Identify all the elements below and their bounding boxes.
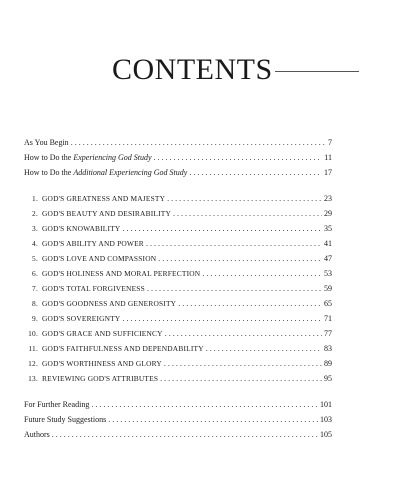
chapter-number: 13. — [28, 374, 38, 383]
toc-entry[interactable] — [24, 168, 332, 183]
chapter-page: 95 — [324, 374, 332, 383]
chapter-entry[interactable] — [24, 239, 332, 254]
chapter-page: 47 — [324, 254, 332, 263]
toc-entry[interactable] — [24, 138, 332, 153]
toc-entry-label: Authors — [24, 430, 50, 439]
chapter-list — [24, 194, 332, 389]
table-of-contents — [24, 138, 332, 445]
front-matter-list — [24, 138, 332, 183]
toc-entry-label: For Further Reading — [24, 400, 90, 409]
chapter-page: 89 — [324, 359, 332, 368]
toc-entry-label: How to Do the Additional Experiencing God Study — [24, 168, 188, 177]
chapter-page: 65 — [324, 299, 332, 308]
chapter-number: 5. — [32, 254, 38, 263]
title-rule — [275, 71, 359, 72]
chapter-number: 10. — [28, 329, 38, 338]
leader-dots — [71, 138, 326, 147]
title-block — [112, 52, 359, 88]
chapter-label: 8. GOD'S GOODNESS AND GENEROSITY — [24, 299, 176, 308]
chapter-page: 77 — [324, 329, 332, 338]
chapter-number: 8. — [32, 299, 38, 308]
toc-entry-page: 7 — [328, 138, 332, 147]
chapter-entry[interactable] — [24, 329, 332, 344]
leader-dots — [108, 415, 318, 424]
page-title: CONTENTS — [112, 53, 273, 86]
chapter-page: 83 — [324, 344, 332, 353]
leader-dots — [167, 194, 322, 203]
leader-dots — [164, 359, 322, 368]
section-gap — [24, 183, 332, 194]
chapter-label: 13. REVIEWING GOD'S ATTRIBUTES — [24, 374, 158, 383]
chapter-number: 1. — [32, 194, 38, 203]
leader-dots — [165, 329, 322, 338]
chapter-entry[interactable] — [24, 269, 332, 284]
chapter-number: 9. — [32, 314, 38, 323]
chapter-page: 53 — [324, 269, 332, 278]
leader-dots — [178, 299, 322, 308]
chapter-label: 4. GOD'S ABILITY AND POWER — [24, 239, 144, 248]
chapter-entry[interactable] — [24, 194, 332, 209]
chapter-label: 6. GOD'S HOLINESS AND MORAL PERFECTION — [24, 269, 200, 278]
leader-dots — [173, 209, 322, 218]
chapter-page: 41 — [324, 239, 332, 248]
chapter-number: 6. — [32, 269, 38, 278]
chapter-entry[interactable] — [24, 254, 332, 269]
back-matter-list — [24, 400, 332, 445]
toc-entry-page: 105 — [320, 430, 332, 439]
chapter-number: 12. — [28, 359, 38, 368]
chapter-entry[interactable] — [24, 284, 332, 299]
leader-dots — [91, 400, 318, 409]
chapter-entry[interactable] — [24, 224, 332, 239]
chapter-number: 2. — [32, 209, 38, 218]
chapter-label: 9. GOD'S SOVEREIGNTY — [24, 314, 120, 323]
chapter-entry[interactable] — [24, 344, 332, 359]
chapter-label: 7. GOD'S TOTAL FORGIVENESS — [24, 284, 145, 293]
toc-entry[interactable] — [24, 415, 332, 430]
leader-dots — [154, 153, 323, 162]
leader-dots — [52, 430, 318, 439]
chapter-page: 29 — [324, 209, 332, 218]
chapter-label: 5. GOD'S LOVE AND COMPASSION — [24, 254, 156, 263]
toc-entry-page: 101 — [320, 400, 332, 409]
chapter-label: 12. GOD'S WORTHINESS AND GLORY — [24, 359, 162, 368]
chapter-label: 1. GOD'S GREATNESS AND MAJESTY — [24, 194, 165, 203]
chapter-number: 7. — [32, 284, 38, 293]
chapter-entry[interactable] — [24, 314, 332, 329]
leader-dots — [146, 239, 322, 248]
toc-entry-page: 17 — [324, 168, 332, 177]
leader-dots — [206, 344, 322, 353]
leader-dots — [160, 374, 322, 383]
chapter-entry[interactable] — [24, 374, 332, 389]
toc-entry-label: As You Begin — [24, 138, 69, 147]
chapter-label: 3. GOD'S KNOWABILITY — [24, 224, 120, 233]
chapter-label: 10. GOD'S GRACE AND SUFFICIENCY — [24, 329, 163, 338]
leader-dots — [147, 284, 322, 293]
chapter-number: 3. — [32, 224, 38, 233]
toc-entry-page: 11 — [324, 153, 332, 162]
chapter-label: 11. GOD'S FAITHFULNESS AND DEPENDABILITY — [24, 344, 204, 353]
section-gap — [24, 389, 332, 400]
leader-dots — [189, 168, 322, 177]
toc-entry[interactable] — [24, 400, 332, 415]
toc-entry[interactable] — [24, 430, 332, 445]
leader-dots — [122, 224, 322, 233]
leader-dots — [158, 254, 322, 263]
toc-entry[interactable] — [24, 153, 332, 168]
chapter-entry[interactable] — [24, 209, 332, 224]
chapter-page: 59 — [324, 284, 332, 293]
toc-entry-label: How to Do the Experiencing God Study — [24, 153, 152, 162]
leader-dots — [202, 269, 322, 278]
chapter-entry[interactable] — [24, 359, 332, 374]
chapter-page: 71 — [324, 314, 332, 323]
toc-entry-label: Future Study Suggestions — [24, 415, 107, 424]
chapter-page: 23 — [324, 194, 332, 203]
toc-entry-page: 103 — [320, 415, 332, 424]
chapter-number: 11. — [28, 344, 38, 353]
chapter-entry[interactable] — [24, 299, 332, 314]
chapter-label: 2. GOD'S BEAUTY AND DESIRABILITY — [24, 209, 171, 218]
chapter-page: 35 — [324, 224, 332, 233]
chapter-number: 4. — [32, 239, 38, 248]
leader-dots — [122, 314, 322, 323]
